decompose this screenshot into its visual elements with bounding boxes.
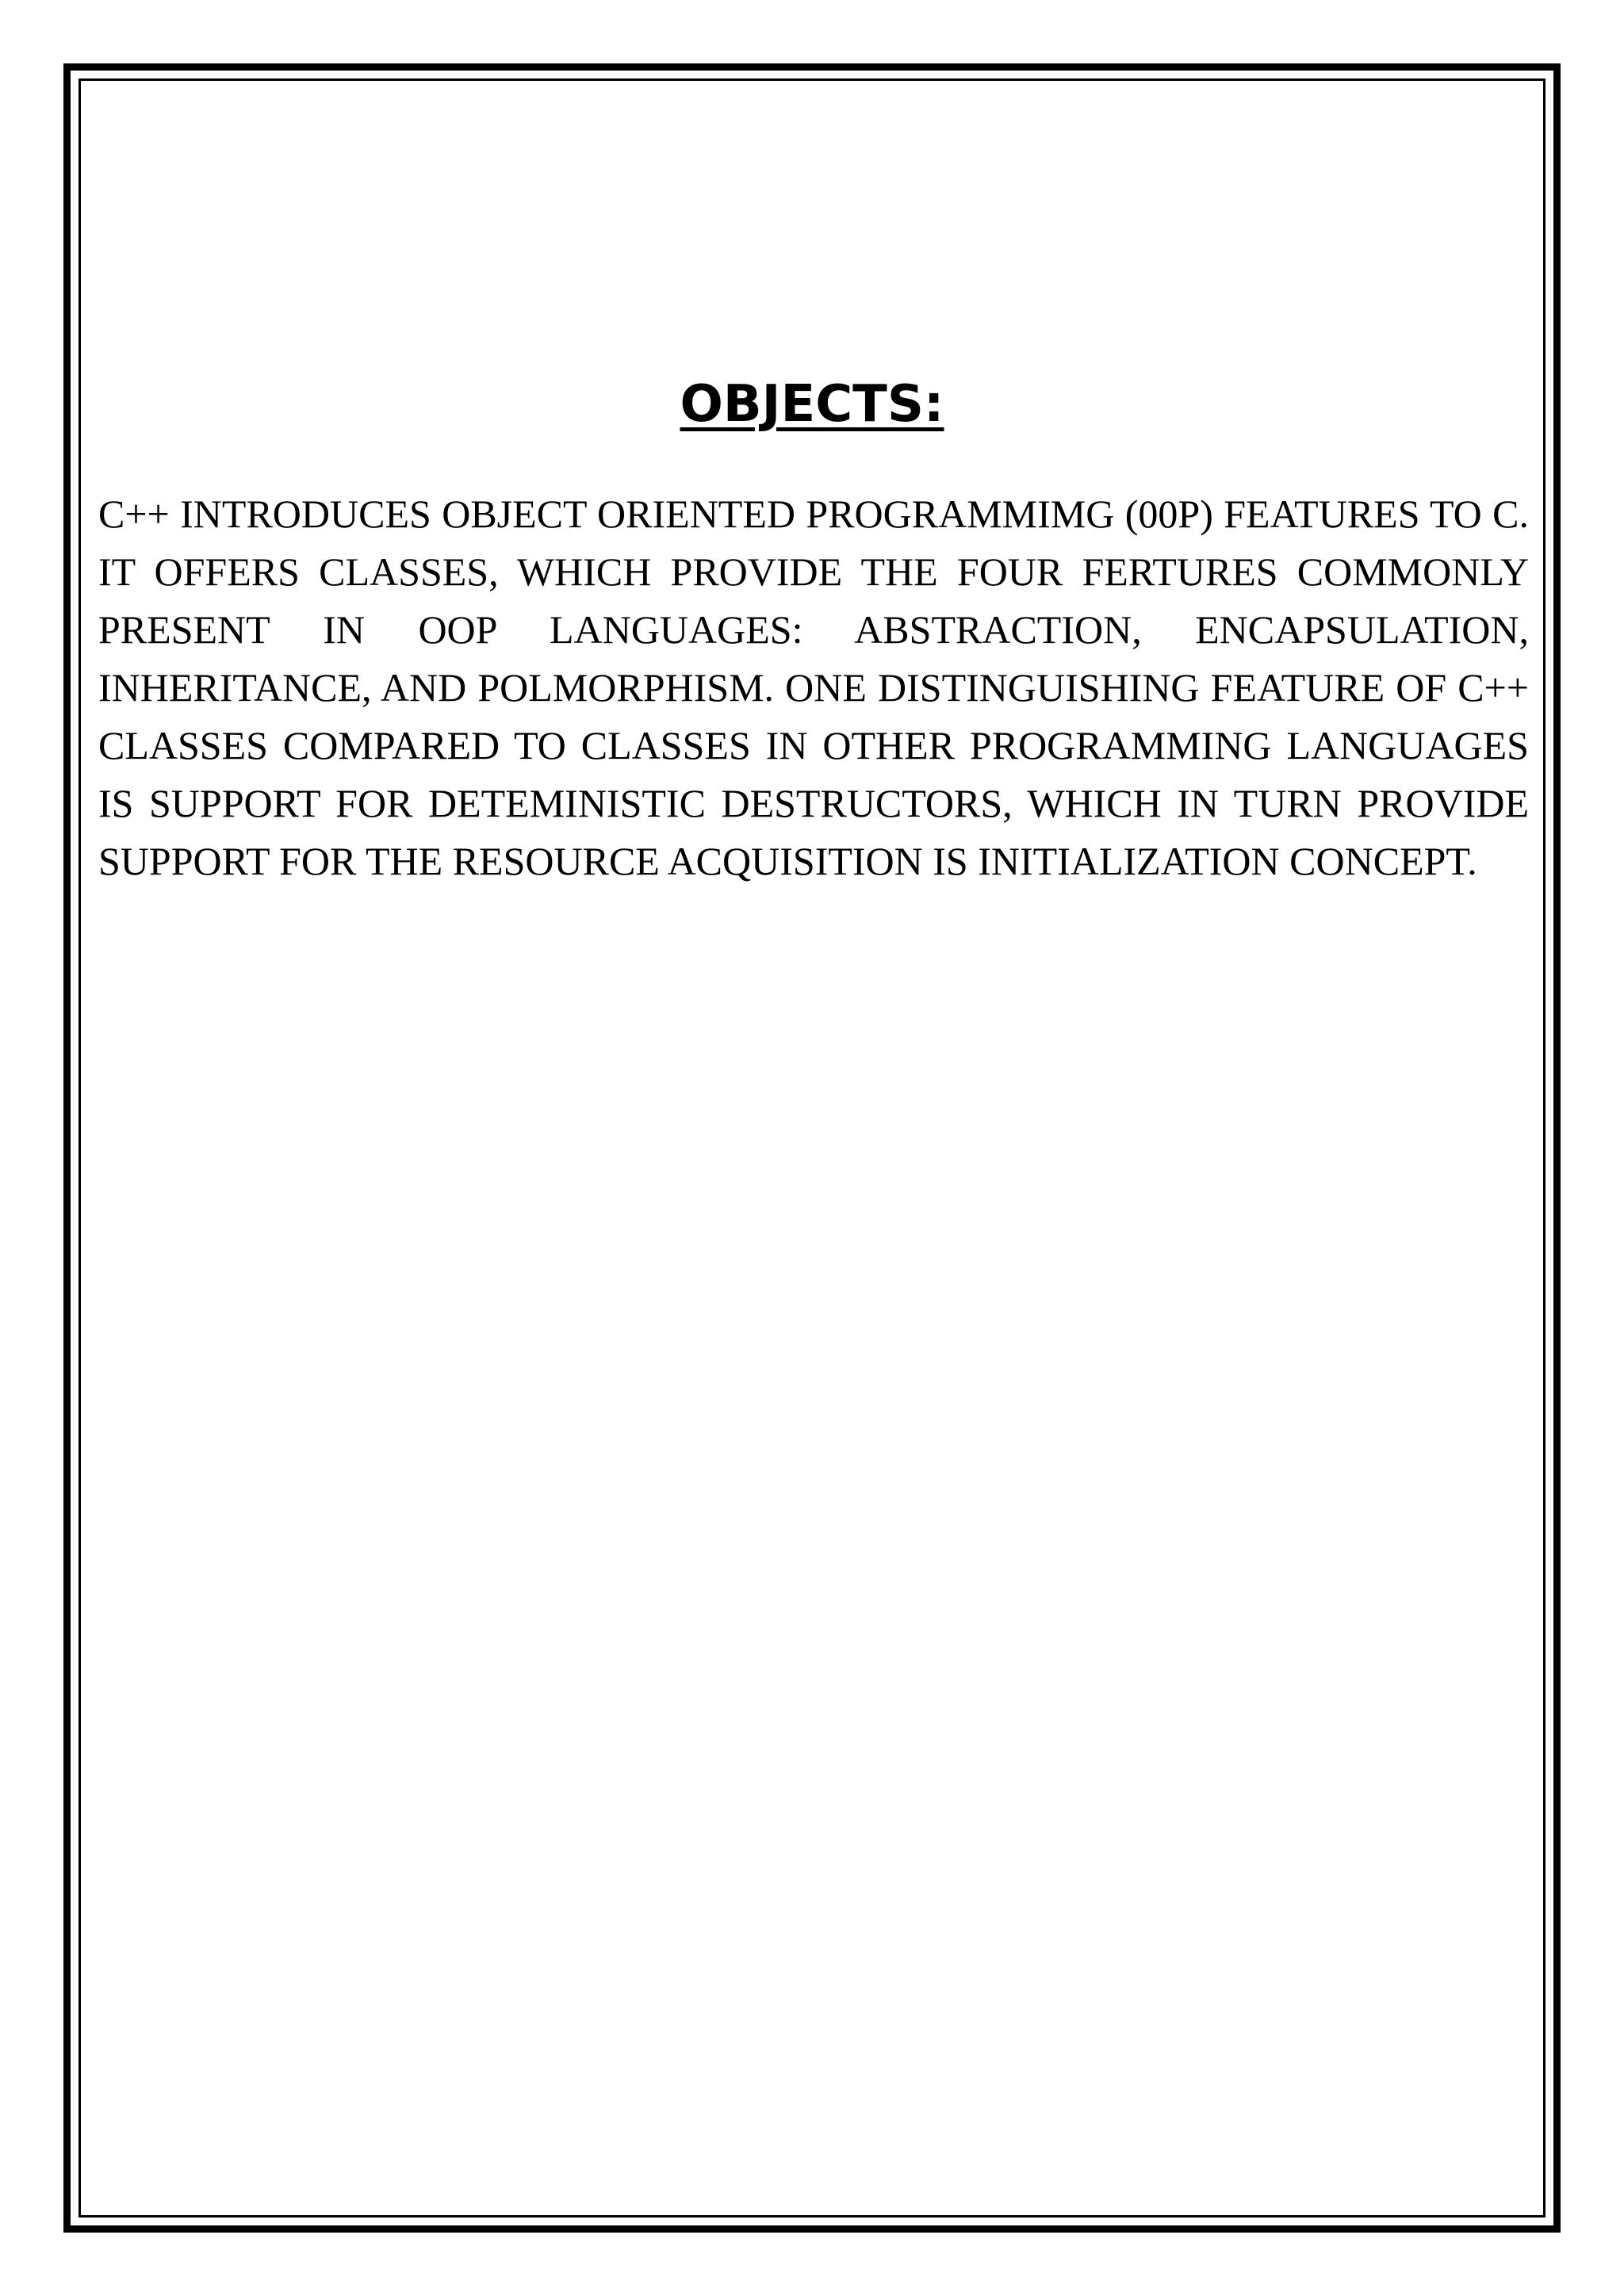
page-title-text: OBJECTS: xyxy=(680,375,944,434)
page-title xyxy=(0,373,1624,436)
body-paragraph: C++ INTRODUCES OBJECT ORIENTED PROGRAMMIMG (00P) FEATURES TO C. IT OFFERS CLASSES, WHICH PROVIDE THE FOUR FERTURES COMMONLY PRESENT IN OOP LANGUAGES: ABSTRACTION, ENCAPSULATION, INHERITANCE, AND POLMORPHISM. ONE DISTINGUISHING FEATURE OF C++ CLASSES COMPARED TO CLASSES IN OTHER PROGRAMMING LANGUAGES IS SUPPORT FOR DETEMINISTIC DESTRUCTORS, WHICH IN TURN PROVIDE SUPPORT FOR THE RESOURCE ACQUISITION IS INITIALIZATION CONCEPT. xyxy=(98,492,1529,883)
